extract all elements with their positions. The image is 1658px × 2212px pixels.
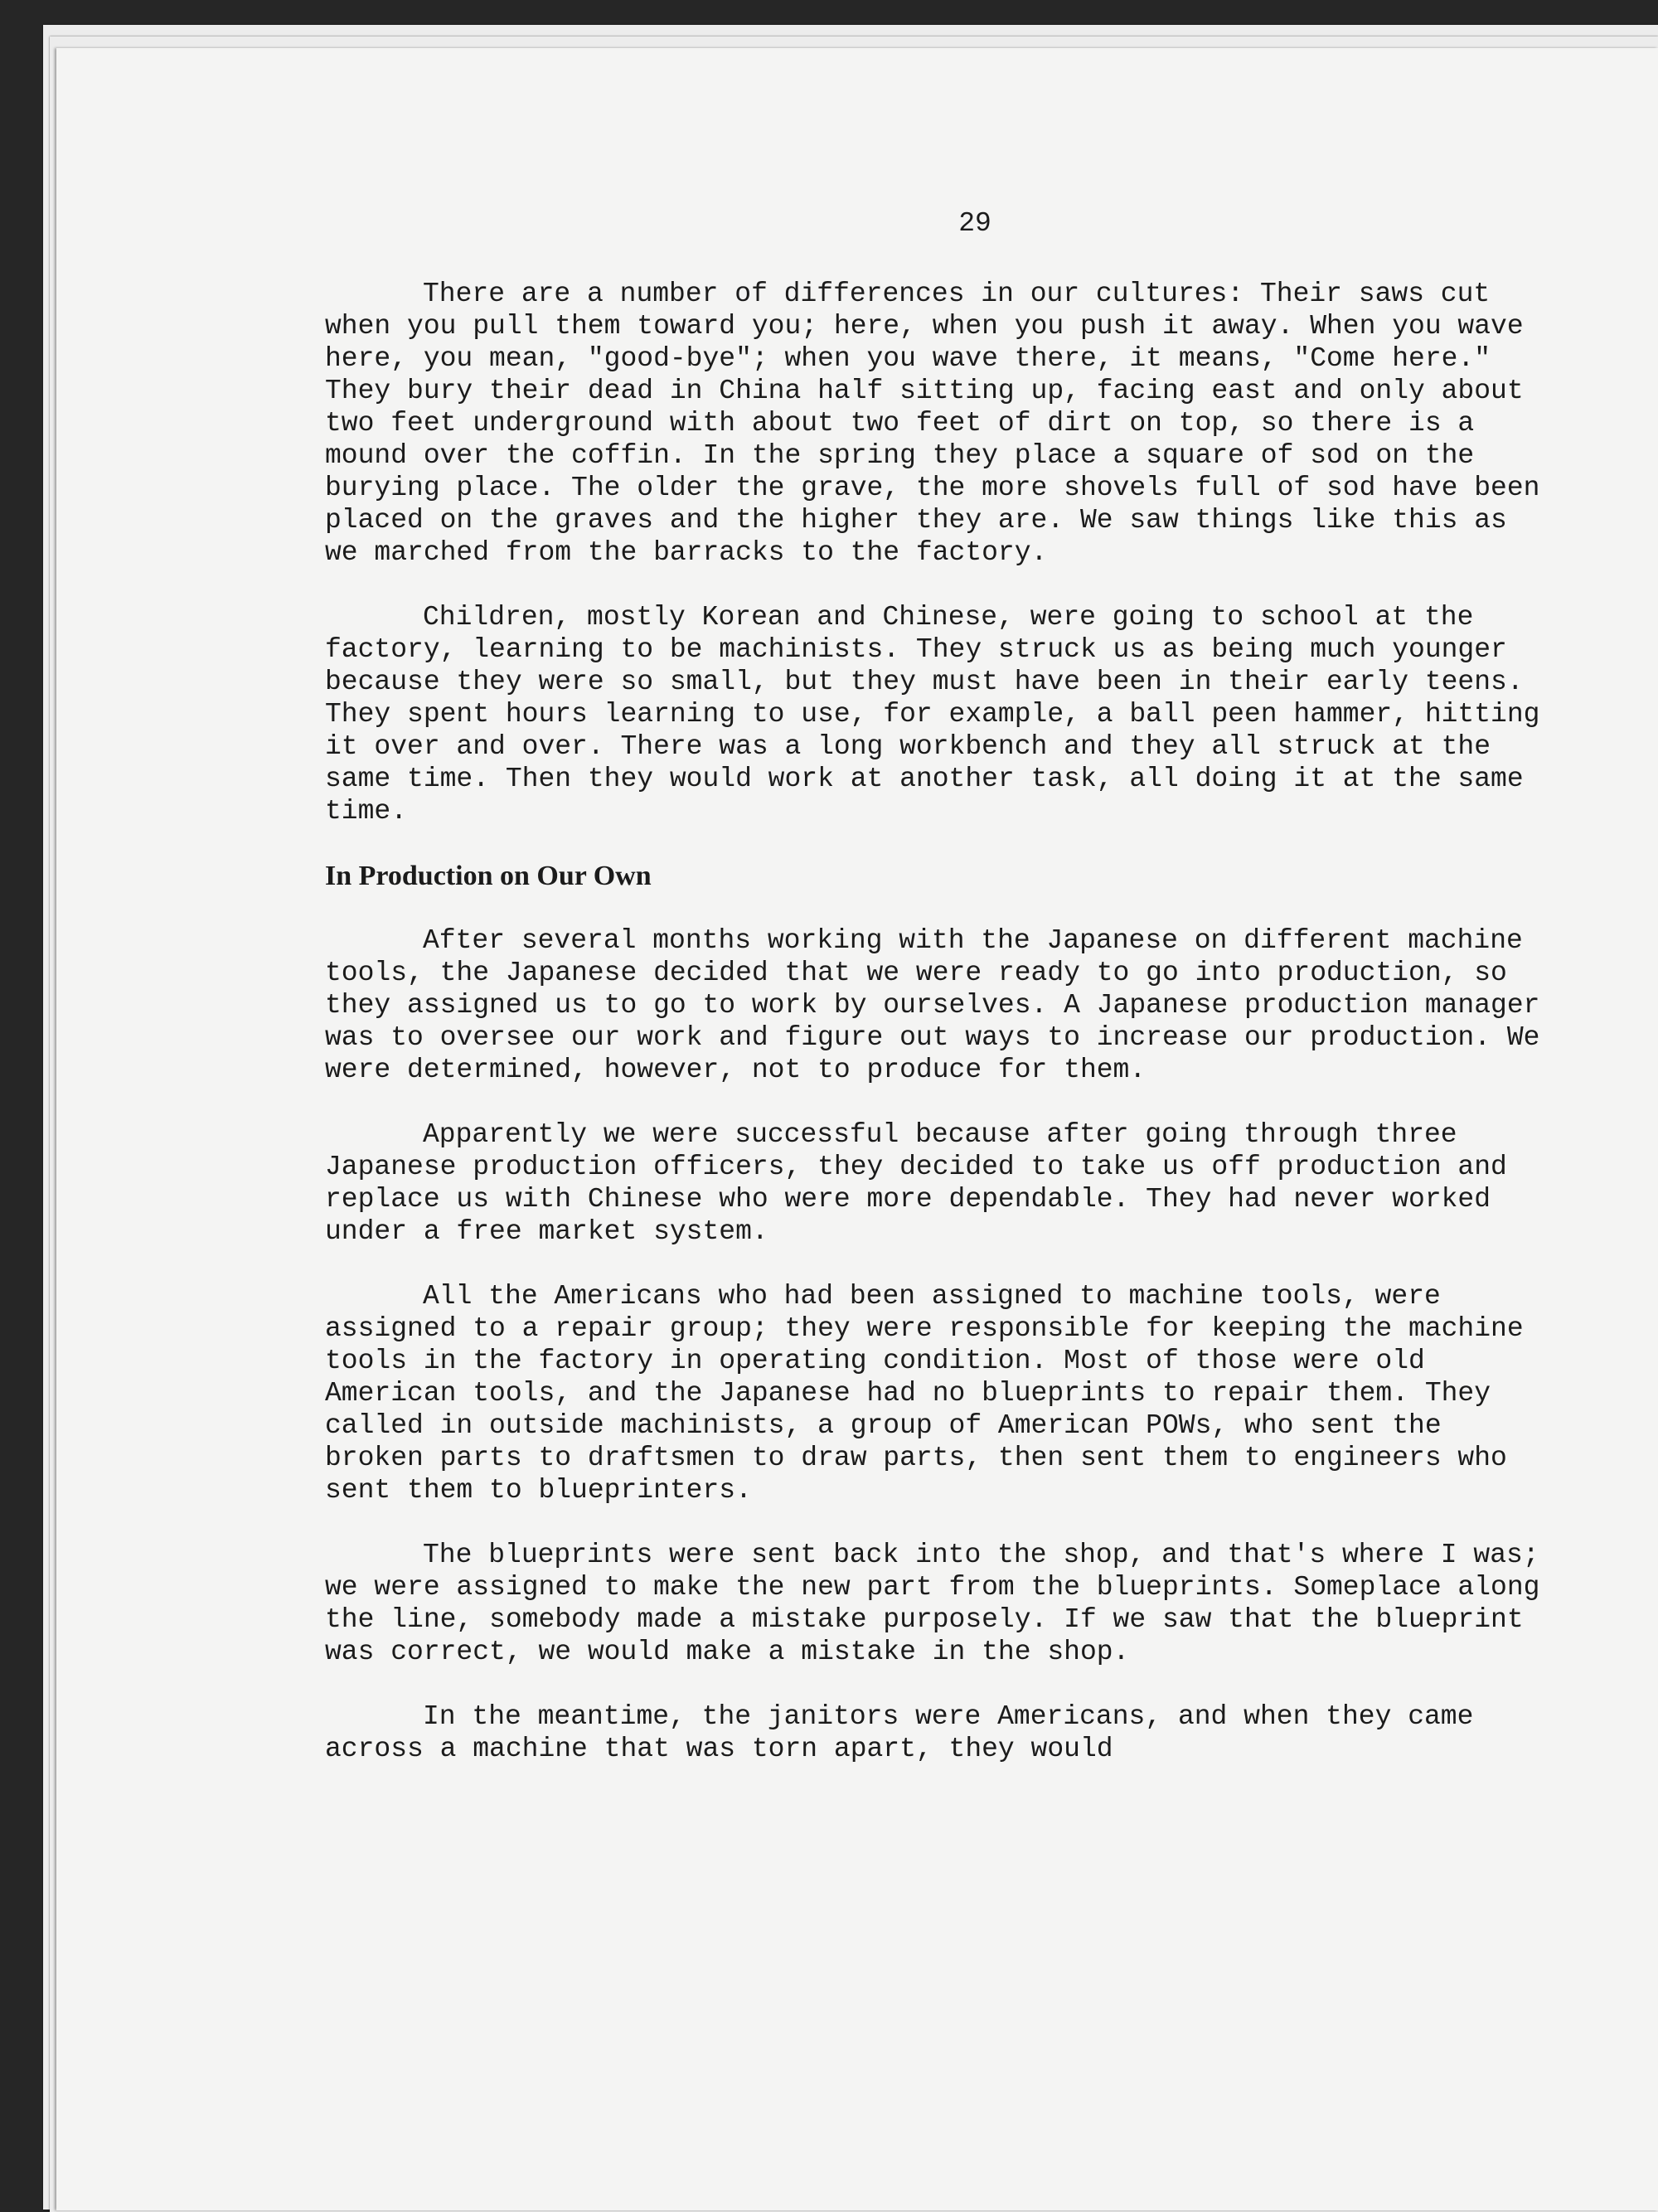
document-page <box>56 48 1658 2210</box>
paragraph: There are a number of differences in our cultures: Their saws cut when you pull them toward you; here, when you push it away. When you wave here, you mean, "good-bye"; when you wave there, it means, "Come here." They bury their dead in China half sitting up, facing east and only about two feet underground with about two feet of dirt on top, so there is a mound over the coffin. In the spring they place a square of sod on the burying place. The older the grave, the more shovels full of sod have been placed on the graves and the higher they are. We saw things like this as we marched from the barracks to the factory. <box>325 279 1540 568</box>
paragraph: In the meantime, the janitors were Americans, and when they came across a machine that was torn apart, they would <box>325 1701 1474 1764</box>
paragraph: The blueprints were sent back into the shop, and that's where I was; we were assigned to make the new part from the blueprints. Someplace along the line, somebody made a mistake purposely. If we saw that the blueprint was correct, we would make a mistake in the shop. <box>325 1540 1540 1667</box>
paragraph: All the Americans who had been assigned to machine tools, were assigned to a repair group; they were responsible for keeping the machine tools in the factory in operating condition. Most of those were old American tools, and the Japanese had no blueprints to repair them. They called in outside machinists, a group of American POWs, who sent the broken parts to draftsmen to draw parts, then sent them to engineers who sent them to blueprinters. <box>325 1281 1524 1506</box>
paragraph: Children, mostly Korean and Chinese, were going to school at the factory, learning to be machinists. They struck us as being much younger because they were so small, but they must have been in their early teens. They spent hours learning to use, for example, a ball peen hammer, hitting it over and over. There was a long workbench and they all struck at the same time. Then they would work at another task, all doing it at the same time. <box>325 602 1540 827</box>
paragraph: Apparently we were successful because after going through three Japanese production officers, they decided to take us off production and replace us with Chinese who were more dependable. They had never worked under a free market system. <box>325 1119 1507 1247</box>
paragraph: After several months working with the Japanese on different machine tools, the Japanese decided that we were ready to go into production, so they assigned us to go to work by ourselves. A Japanese production manager was to oversee our work and figure out ways to increase our production. We were determined, however, not to produce for them. <box>325 925 1540 1085</box>
section-heading: In Production on Our Own <box>325 861 652 891</box>
page-body <box>325 207 1568 1765</box>
page-number: 29 <box>958 208 991 239</box>
